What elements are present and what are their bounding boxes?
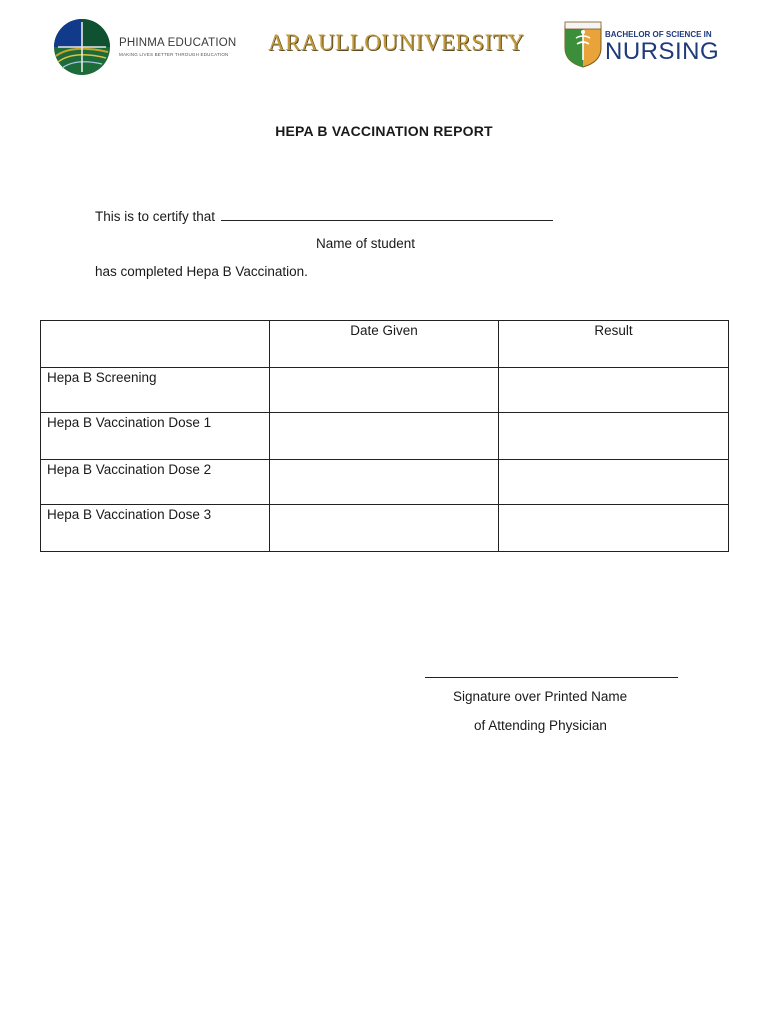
date-given-cell[interactable] bbox=[270, 413, 499, 460]
row-label: Hepa B Screening bbox=[41, 368, 270, 413]
table-row bbox=[41, 413, 729, 460]
phinma-emblem-icon bbox=[52, 18, 112, 76]
certify-statement bbox=[95, 208, 553, 224]
vaccination-table bbox=[40, 320, 729, 552]
nursing-logo-title: NURSING bbox=[605, 38, 720, 65]
phinma-brand-name: PHINMA EDUCATION bbox=[119, 37, 237, 49]
nursing-program-logo bbox=[562, 20, 722, 70]
row-label: Hepa B Vaccination Dose 1 bbox=[41, 413, 270, 460]
table-row bbox=[41, 368, 729, 413]
table-row bbox=[41, 505, 729, 552]
date-given-cell[interactable] bbox=[270, 505, 499, 552]
nursing-logo-subtitle: BACHELOR OF SCIENCE IN bbox=[605, 30, 712, 39]
certify-prefix: This is to certify that bbox=[95, 209, 216, 224]
report-title: HEPA B VACCINATION REPORT bbox=[275, 123, 493, 139]
row-label: Hepa B Vaccination Dose 3 bbox=[41, 505, 270, 552]
signature-line[interactable] bbox=[425, 677, 678, 678]
phinma-education-logo bbox=[52, 18, 237, 78]
result-cell[interactable] bbox=[499, 460, 729, 505]
araullo-university-logo bbox=[268, 30, 525, 70]
date-given-cell[interactable] bbox=[270, 460, 499, 505]
result-cell[interactable] bbox=[499, 368, 729, 413]
signature-caption-line2: of Attending Physician bbox=[474, 718, 607, 733]
student-name-field[interactable] bbox=[221, 208, 553, 221]
table-row bbox=[41, 460, 729, 505]
nursing-seal-icon bbox=[562, 20, 604, 68]
table-header-row bbox=[41, 321, 729, 368]
araullo-university-wordmark: ARAULLOUNIVERSITY bbox=[268, 30, 525, 55]
row-label: Hepa B Vaccination Dose 2 bbox=[41, 460, 270, 505]
phinma-tagline: MAKING LIVES BETTER THROUGH EDUCATION bbox=[119, 52, 229, 57]
student-name-caption: Name of student bbox=[316, 236, 416, 251]
signature-caption-line1: Signature over Printed Name bbox=[453, 689, 628, 704]
column-header-result: Result bbox=[499, 321, 729, 368]
completion-statement: has completed Hepa B Vaccination. bbox=[95, 264, 308, 279]
date-given-cell[interactable] bbox=[270, 368, 499, 413]
result-cell[interactable] bbox=[499, 413, 729, 460]
column-header-label bbox=[41, 321, 270, 368]
result-cell[interactable] bbox=[499, 505, 729, 552]
column-header-date-given: Date Given bbox=[270, 321, 499, 368]
